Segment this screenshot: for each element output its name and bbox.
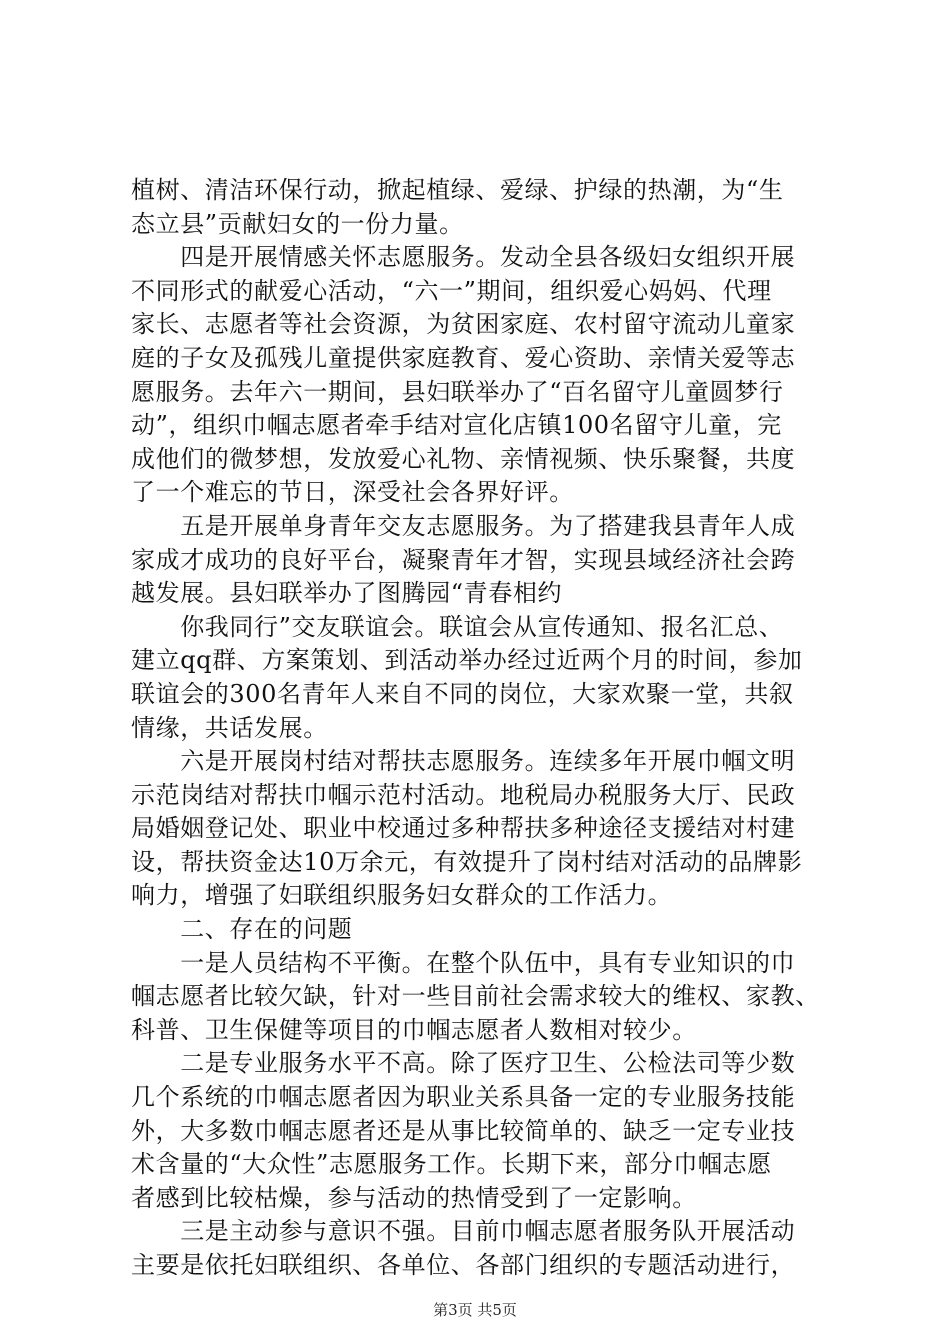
text-line: 响力，增强了妇联组织服务妇女群众的工作活力。 bbox=[131, 881, 673, 910]
text-line: 一是人员结构不平衡。在整个队伍中，具有专业知识的巾 bbox=[131, 948, 796, 977]
text-line: 态立县”贡献妇女的一份力量。 bbox=[131, 209, 464, 238]
text-line: 科普、卫生保健等项目的巾帼志愿者人数相对较少。 bbox=[131, 1015, 697, 1044]
text-line: 越发展。县妇联举办了图腾园“青春相约 bbox=[131, 579, 563, 608]
text-line: 不同形式的献爱心活动，“六一”期间，组织爱心妈妈、代理 bbox=[131, 276, 772, 305]
page-footer: 第3页 共5页 bbox=[433, 1301, 517, 1319]
document-body bbox=[131, 174, 831, 1283]
text-line: 几个系统的巾帼志愿者因为职业关系具备一定的专业服务技能 bbox=[131, 1083, 796, 1112]
text-line: 动”，组织巾帼志愿者牵手结对宣化店镇100名留守儿童，完 bbox=[131, 411, 782, 440]
text-line: 局婚姻登记处、职业中校通过多种帮扶多种途径支援结对村建 bbox=[131, 814, 796, 843]
text-line: 你我同行”交友联谊会。联谊会从宣传通知、报名汇总、 bbox=[131, 612, 784, 641]
text-line: 情缘，共话发展。 bbox=[131, 713, 328, 742]
text-line: 者感到比较枯燥，参与活动的热情受到了一定影响。 bbox=[131, 1183, 697, 1212]
text-line: 六是开展岗村结对帮扶志愿服务。连续多年开展巾帼文明 bbox=[131, 747, 796, 776]
text-line: 植树、清洁环保行动，掀起植绿、爱绿、护绿的热潮，为“生 bbox=[131, 176, 784, 204]
text-line: 愿服务。去年六一期间，县妇联举办了“百名留守儿童圆梦行 bbox=[131, 377, 784, 406]
text-line: 示范岗结对帮扶巾帼示范村活动。地税局办税服务大厅、民政 bbox=[131, 780, 796, 809]
text-line: 三是主动参与意识不强。目前巾帼志愿者服务队开展活动 bbox=[131, 1217, 796, 1246]
text-line: 四是开展情感关怀志愿服务。发动全县各级妇女组织开展 bbox=[131, 243, 796, 272]
text-line: 设，帮扶资金达10万余元，有效提升了岗村结对活动的品牌影 bbox=[131, 847, 803, 876]
text-line: 术含量的“大众性”志愿服务工作。长期下来，部分巾帼志愿 bbox=[131, 1150, 772, 1179]
text-line: 帼志愿者比较欠缺，针对一些目前社会需求较大的维权、家教、 bbox=[131, 982, 820, 1011]
text-line: 五是开展单身青年交友志愿服务。为了搭建我县青年人成 bbox=[131, 511, 796, 540]
text-line: 主要是依托妇联组织、各单位、各部门组织的专题活动进行， bbox=[131, 1251, 796, 1279]
text-line: 二是专业服务水平不高。除了医疗卫生、公检法司等少数 bbox=[131, 1049, 796, 1078]
text-line: 家长、志愿者等社会资源，为贫困家庭、农村留守流动儿童家 bbox=[131, 310, 796, 339]
text-line: 二、存在的问题 bbox=[131, 915, 353, 944]
text-line: 外，大多数巾帼志愿者还是从事比较简单的、缺乏一定专业技 bbox=[131, 1116, 796, 1145]
text-line: 成他们的微梦想，发放爱心礼物、亲情视频、快乐聚餐，共度 bbox=[131, 444, 796, 473]
text-line: 庭的子女及孤残儿童提供家庭教育、爱心资助、亲情关爱等志 bbox=[131, 343, 796, 372]
text-line: 了一个难忘的节日，深受社会各界好评。 bbox=[131, 478, 574, 507]
text-line: 建立qq群、方案策划、到活动举办经过近两个月的时间，参加 bbox=[131, 646, 803, 675]
text-line: 家成才成功的良好平台，凝聚青年才智，实现县域经济社会跨 bbox=[131, 545, 796, 574]
text-line: 联谊会的300名青年人来自不同的岗位，大家欢聚一堂，共叙 bbox=[131, 679, 794, 708]
